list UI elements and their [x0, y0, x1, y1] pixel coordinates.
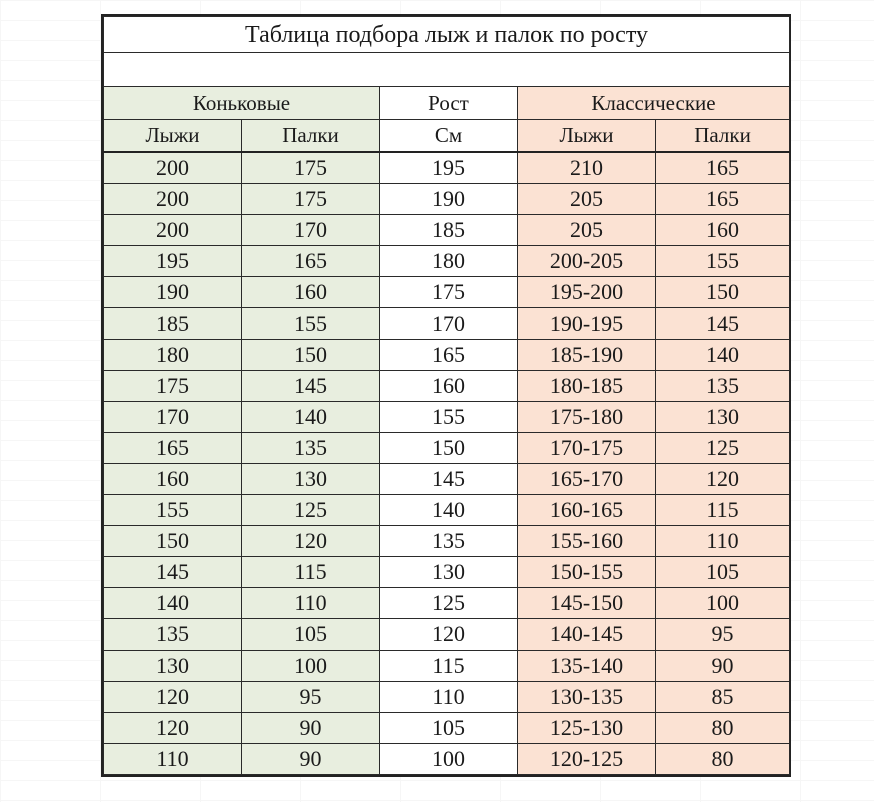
cell-classic-poles: 95 [656, 619, 790, 650]
cell-skating-skis: 200 [104, 184, 242, 215]
table [103, 16, 790, 775]
cell-classic-skis: 140-145 [518, 619, 656, 650]
header-height-unit: См [380, 120, 518, 153]
cell-classic-skis: 155-160 [518, 526, 656, 557]
table-row [104, 650, 790, 681]
cell-skating-poles: 90 [242, 712, 380, 743]
cell-height: 135 [380, 526, 518, 557]
cell-classic-skis: 180-185 [518, 370, 656, 401]
header-skating: Коньковые [104, 87, 380, 120]
cell-classic-skis: 150-155 [518, 557, 656, 588]
cell-skating-skis: 145 [104, 557, 242, 588]
cell-classic-skis: 190-195 [518, 308, 656, 339]
cell-height: 100 [380, 743, 518, 774]
cell-height: 120 [380, 619, 518, 650]
cell-skating-skis: 195 [104, 246, 242, 277]
cell-classic-skis: 120-125 [518, 743, 656, 774]
cell-skating-poles: 140 [242, 401, 380, 432]
cell-classic-poles: 100 [656, 588, 790, 619]
header-classic: Классические [518, 87, 790, 120]
cell-skating-poles: 170 [242, 215, 380, 246]
cell-classic-skis: 205 [518, 215, 656, 246]
table-row [104, 588, 790, 619]
cell-skating-poles: 145 [242, 370, 380, 401]
cell-skating-skis: 180 [104, 339, 242, 370]
cell-skating-poles: 120 [242, 526, 380, 557]
cell-classic-skis: 205 [518, 184, 656, 215]
cell-classic-skis: 185-190 [518, 339, 656, 370]
table-row [104, 339, 790, 370]
table-row [104, 184, 790, 215]
table-row [104, 215, 790, 246]
cell-skating-poles: 175 [242, 184, 380, 215]
cell-classic-poles: 85 [656, 681, 790, 712]
cell-height: 185 [380, 215, 518, 246]
cell-classic-skis: 125-130 [518, 712, 656, 743]
cell-skating-poles: 115 [242, 557, 380, 588]
cell-height: 150 [380, 432, 518, 463]
cell-skating-poles: 165 [242, 246, 380, 277]
cell-classic-poles: 160 [656, 215, 790, 246]
cell-classic-skis: 195-200 [518, 277, 656, 308]
cell-skating-skis: 140 [104, 588, 242, 619]
table-row [104, 681, 790, 712]
cell-classic-skis: 135-140 [518, 650, 656, 681]
cell-height: 155 [380, 401, 518, 432]
cell-height: 125 [380, 588, 518, 619]
header-height: Рост [380, 87, 518, 120]
cell-classic-poles: 120 [656, 463, 790, 494]
cell-classic-poles: 135 [656, 370, 790, 401]
cell-classic-poles: 80 [656, 743, 790, 774]
table-row [104, 432, 790, 463]
cell-height: 160 [380, 370, 518, 401]
cell-classic-poles: 110 [656, 526, 790, 557]
table-row [104, 712, 790, 743]
cell-classic-poles: 155 [656, 246, 790, 277]
cell-classic-poles: 165 [656, 152, 790, 184]
cell-height: 140 [380, 495, 518, 526]
cell-skating-poles: 130 [242, 463, 380, 494]
cell-skating-skis: 135 [104, 619, 242, 650]
cell-classic-poles: 125 [656, 432, 790, 463]
table-row [104, 401, 790, 432]
table-row [104, 246, 790, 277]
cell-classic-poles: 115 [656, 495, 790, 526]
cell-skating-skis: 185 [104, 308, 242, 339]
cell-classic-poles: 90 [656, 650, 790, 681]
cell-skating-poles: 150 [242, 339, 380, 370]
cell-skating-skis: 175 [104, 370, 242, 401]
cell-classic-skis: 165-170 [518, 463, 656, 494]
header-skating-skis: Лыжи [104, 120, 242, 153]
cell-classic-skis: 160-165 [518, 495, 656, 526]
cell-skating-poles: 105 [242, 619, 380, 650]
cell-classic-poles: 145 [656, 308, 790, 339]
cell-height: 130 [380, 557, 518, 588]
cell-skating-skis: 200 [104, 152, 242, 184]
cell-skating-poles: 135 [242, 432, 380, 463]
cell-skating-poles: 110 [242, 588, 380, 619]
cell-skating-poles: 90 [242, 743, 380, 774]
cell-skating-skis: 120 [104, 681, 242, 712]
cell-skating-skis: 200 [104, 215, 242, 246]
table-row [104, 557, 790, 588]
table-row [104, 308, 790, 339]
cell-skating-skis: 170 [104, 401, 242, 432]
cell-classic-skis: 175-180 [518, 401, 656, 432]
cell-classic-skis: 145-150 [518, 588, 656, 619]
header-classic-poles: Палки [656, 120, 790, 153]
cell-skating-poles: 155 [242, 308, 380, 339]
cell-classic-poles: 150 [656, 277, 790, 308]
cell-skating-skis: 155 [104, 495, 242, 526]
cell-skating-skis: 110 [104, 743, 242, 774]
blank-cell [104, 53, 790, 87]
table-row [104, 743, 790, 774]
cell-skating-poles: 175 [242, 152, 380, 184]
cell-skating-poles: 100 [242, 650, 380, 681]
cell-height: 165 [380, 339, 518, 370]
table-row [104, 495, 790, 526]
cell-skating-skis: 130 [104, 650, 242, 681]
cell-classic-skis: 200-205 [518, 246, 656, 277]
cell-height: 110 [380, 681, 518, 712]
header-skating-poles: Палки [242, 120, 380, 153]
cell-skating-poles: 160 [242, 277, 380, 308]
cell-height: 145 [380, 463, 518, 494]
table-row [104, 152, 790, 184]
cell-skating-poles: 125 [242, 495, 380, 526]
table-row [104, 526, 790, 557]
table-row [104, 619, 790, 650]
cell-skating-skis: 120 [104, 712, 242, 743]
cell-classic-skis: 210 [518, 152, 656, 184]
cell-classic-skis: 170-175 [518, 432, 656, 463]
cell-classic-poles: 130 [656, 401, 790, 432]
header-classic-skis: Лыжи [518, 120, 656, 153]
cell-classic-poles: 165 [656, 184, 790, 215]
cell-height: 175 [380, 277, 518, 308]
cell-skating-skis: 165 [104, 432, 242, 463]
ski-size-table [101, 14, 791, 777]
cell-classic-poles: 80 [656, 712, 790, 743]
table-row [104, 463, 790, 494]
table-row [104, 370, 790, 401]
cell-height: 195 [380, 152, 518, 184]
cell-skating-skis: 160 [104, 463, 242, 494]
cell-classic-skis: 130-135 [518, 681, 656, 712]
cell-skating-skis: 190 [104, 277, 242, 308]
table-title: Таблица подбора лыж и палок по росту [104, 17, 790, 53]
cell-classic-poles: 105 [656, 557, 790, 588]
cell-classic-poles: 140 [656, 339, 790, 370]
cell-skating-poles: 95 [242, 681, 380, 712]
cell-skating-skis: 150 [104, 526, 242, 557]
cell-height: 180 [380, 246, 518, 277]
cell-height: 190 [380, 184, 518, 215]
cell-height: 115 [380, 650, 518, 681]
table-row [104, 277, 790, 308]
cell-height: 105 [380, 712, 518, 743]
cell-height: 170 [380, 308, 518, 339]
